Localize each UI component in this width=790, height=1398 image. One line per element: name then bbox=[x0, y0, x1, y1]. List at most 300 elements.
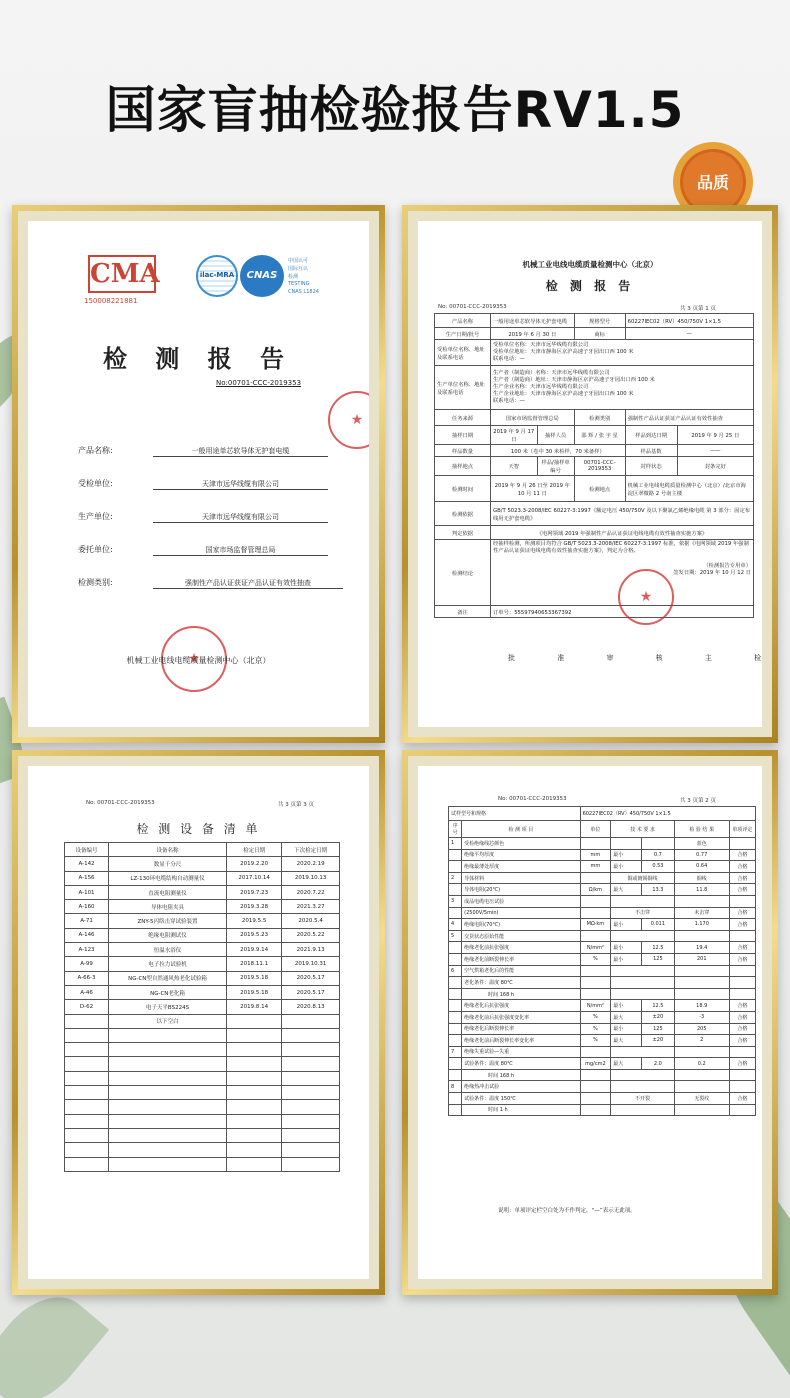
certificate-frame-report bbox=[402, 205, 778, 743]
cell: 以下空白 bbox=[109, 1014, 227, 1028]
cell bbox=[611, 1046, 675, 1058]
col-header: 设备名称 bbox=[109, 843, 227, 857]
cell bbox=[109, 1071, 227, 1085]
cell: 合格 bbox=[729, 849, 755, 861]
cell bbox=[449, 907, 462, 919]
cell: 邵 辉 / 张 字 星 bbox=[574, 426, 625, 445]
cell: 最小 bbox=[611, 1000, 642, 1012]
cell: 2019.5.23 bbox=[227, 928, 282, 942]
cell bbox=[109, 1043, 227, 1057]
cell: 产品名称 bbox=[435, 314, 491, 328]
cell: 2019 年 6 月 30 日 bbox=[491, 328, 575, 340]
cell: 合格 bbox=[729, 1000, 755, 1012]
cell bbox=[65, 1143, 109, 1157]
results-table bbox=[448, 806, 756, 1116]
cell: 检测类别 bbox=[574, 410, 625, 426]
cell bbox=[65, 1071, 109, 1085]
cell: A-99 bbox=[65, 957, 109, 971]
cell: 试验条件：温度 80℃ bbox=[462, 1058, 580, 1070]
cell bbox=[729, 988, 755, 1000]
cell: 铜或镀锡铜线 bbox=[611, 872, 675, 884]
cell: -3 bbox=[674, 1011, 729, 1023]
cell: 201 bbox=[674, 953, 729, 965]
cell: N/mm² bbox=[580, 942, 611, 954]
report-number: No:00701-CCC-2019353 bbox=[216, 379, 302, 387]
report-number: No: 00701-CCC-2019353 bbox=[438, 304, 507, 310]
cell: 2021.9.13 bbox=[282, 943, 340, 957]
cell: 数显千分尺 bbox=[109, 857, 227, 871]
cell bbox=[674, 1046, 729, 1058]
cell: 最小 bbox=[611, 1023, 642, 1035]
cell bbox=[65, 1114, 109, 1128]
red-seal-stamp bbox=[328, 391, 369, 449]
cell: ±20 bbox=[641, 1035, 674, 1047]
field-label-inspected-unit: 受检单位: bbox=[78, 479, 113, 488]
cell: 18.9 bbox=[674, 1000, 729, 1012]
cell bbox=[729, 977, 755, 989]
cell: 绝缘热冲击试验 bbox=[462, 1081, 580, 1093]
cell: 蓝色 bbox=[674, 838, 729, 850]
cell: 检测时间 bbox=[435, 476, 491, 502]
cell: 绝缘老化后抗张强度 bbox=[462, 1000, 580, 1012]
cell: 时间 1 h bbox=[462, 1104, 580, 1116]
cell bbox=[580, 1081, 611, 1093]
cell: Ω/km bbox=[580, 884, 611, 896]
cell: 导体材料 bbox=[462, 872, 580, 884]
cell: 2021.3.27 bbox=[282, 900, 340, 914]
cell: % bbox=[580, 1011, 611, 1023]
report-heading: 检 测 报 告 bbox=[545, 279, 635, 293]
cell bbox=[580, 930, 611, 942]
cell: 合格 bbox=[729, 1093, 755, 1105]
cell: 0.011 bbox=[641, 919, 674, 931]
cell: 合格 bbox=[729, 1011, 755, 1023]
line: 生产者（制造商）名称：天津市远华线缆有限公司 bbox=[493, 370, 610, 376]
cell bbox=[227, 1086, 282, 1100]
line: 生产企业名称：天津市远华线缆有限公司 bbox=[493, 384, 589, 390]
cnas-text: CNAS bbox=[246, 270, 278, 281]
cell bbox=[729, 1069, 755, 1081]
cell bbox=[449, 861, 462, 873]
cell: 2019.8.14 bbox=[227, 1000, 282, 1014]
cell bbox=[611, 930, 675, 942]
cell bbox=[449, 1104, 462, 1116]
cell bbox=[674, 965, 729, 977]
cell: 2019.7.23 bbox=[227, 885, 282, 899]
cell: % bbox=[580, 1023, 611, 1035]
cell bbox=[449, 988, 462, 1000]
cell: —— bbox=[677, 445, 753, 457]
cell bbox=[580, 1093, 611, 1105]
cell: 2019.10.31 bbox=[282, 957, 340, 971]
cell: 受检单位名称、地址及联系电话 bbox=[435, 340, 491, 366]
cell: 2020.2.19 bbox=[282, 857, 340, 871]
cell: 2020.5.4 bbox=[282, 914, 340, 928]
cell: 时间 168 h bbox=[462, 988, 580, 1000]
cell: 2019.5.5 bbox=[227, 914, 282, 928]
cell bbox=[227, 1028, 282, 1042]
cell: 抽样日期 bbox=[435, 426, 491, 445]
cell: 订单号：555979406533673​92 bbox=[491, 606, 754, 618]
cell: 商标 bbox=[574, 328, 625, 340]
cell bbox=[109, 1028, 227, 1042]
cell: 最大 bbox=[611, 1058, 642, 1070]
cell: NG-CN型自然通风热老化试验箱 bbox=[109, 971, 227, 985]
cell bbox=[611, 1081, 675, 1093]
field-value-category: 强制性产品认证获证产品认证有效性抽查 bbox=[153, 578, 343, 589]
cell: 12.5 bbox=[641, 1000, 674, 1012]
report-footer-org: 机械工业电线电缆质量检测中心（北京） bbox=[126, 656, 271, 665]
cell: 抽样人员 bbox=[537, 426, 574, 445]
cell: % bbox=[580, 1035, 611, 1047]
field-value-producer: 天津市远华线缆有限公司 bbox=[153, 512, 328, 523]
cell: ±20 bbox=[641, 1011, 674, 1023]
cell bbox=[449, 1000, 462, 1012]
cell bbox=[227, 1057, 282, 1071]
cell: — bbox=[625, 328, 753, 340]
line: 联系电话：— bbox=[493, 398, 525, 404]
cell bbox=[282, 1028, 340, 1042]
cell bbox=[282, 1128, 340, 1142]
cell bbox=[580, 977, 611, 989]
cell bbox=[729, 838, 755, 850]
cell: 规格型号 bbox=[574, 314, 625, 328]
cell: A-101 bbox=[65, 885, 109, 899]
cell: 125 bbox=[641, 953, 674, 965]
test-results-page bbox=[418, 766, 762, 1279]
cell bbox=[65, 1057, 109, 1071]
cell: 绝缘老化前后断裂伸长率变化率 bbox=[462, 1035, 580, 1047]
cell bbox=[611, 838, 642, 850]
equipment-heading: 检 测 设 备 清 单 bbox=[136, 822, 261, 836]
cell: 样品基数 bbox=[625, 445, 677, 457]
cell bbox=[109, 1057, 227, 1071]
cell bbox=[227, 1043, 282, 1057]
cell: 100 米（卷中 30 米检样，70 米备样） bbox=[491, 445, 626, 457]
cell: 封样状态 bbox=[625, 457, 677, 476]
cell: 未击穿 bbox=[674, 907, 729, 919]
cell bbox=[611, 1104, 675, 1116]
cell: 205 bbox=[674, 1023, 729, 1035]
cell: 直流电阻测量仪 bbox=[109, 885, 227, 899]
cell bbox=[580, 895, 611, 907]
cell bbox=[674, 930, 729, 942]
cell: 不击穿 bbox=[611, 907, 675, 919]
cnas-side-5: CNAS L1824 bbox=[288, 289, 319, 295]
cell bbox=[282, 1157, 340, 1171]
cell bbox=[227, 1100, 282, 1114]
cell: 《电网领域 2019 年强制性产品认证获证电线电缆有效性抽查实施方案》 bbox=[491, 526, 754, 540]
cell: 2019.2.20 bbox=[227, 857, 282, 871]
cell: 最小 bbox=[611, 953, 642, 965]
cell: 2020.8.13 bbox=[282, 1000, 340, 1014]
cell bbox=[449, 1023, 462, 1035]
cell bbox=[449, 1069, 462, 1081]
cell bbox=[109, 1157, 227, 1171]
cell bbox=[65, 1100, 109, 1114]
cell: 电子天平BS224S bbox=[109, 1000, 227, 1014]
cell: 绝缘平均厚度 bbox=[462, 849, 580, 861]
cell bbox=[729, 1081, 755, 1093]
cell: 抽样地点 bbox=[435, 457, 491, 476]
red-seal-stamp bbox=[618, 569, 674, 625]
cell bbox=[449, 977, 462, 989]
cell: 1 bbox=[449, 838, 462, 850]
cell: 生产日期/批号 bbox=[435, 328, 491, 340]
cell: 0.7 bbox=[641, 849, 674, 861]
cell bbox=[449, 1011, 462, 1023]
cell: 2 bbox=[449, 872, 462, 884]
cell bbox=[729, 930, 755, 942]
cell: mg/cm2 bbox=[580, 1058, 611, 1070]
page-indicator: 共 3 页第 3 页 bbox=[278, 802, 314, 808]
cell: A-66-3 bbox=[65, 971, 109, 985]
cell: 合格 bbox=[729, 1035, 755, 1047]
cell bbox=[674, 988, 729, 1000]
cell bbox=[282, 1086, 340, 1100]
cell: 空气烘箱老化后的性能 bbox=[462, 965, 580, 977]
cell bbox=[282, 1014, 340, 1028]
col-header: 序号 bbox=[449, 821, 462, 838]
col-header: 设备编号 bbox=[65, 843, 109, 857]
ilac-mra-text: ilac-MRA bbox=[199, 271, 235, 279]
cell bbox=[449, 942, 462, 954]
cell: 恒温水浴仪 bbox=[109, 943, 227, 957]
page-indicator: 共 3 页第 1 页 bbox=[680, 306, 716, 312]
cell: 成品电缆电压试验 bbox=[462, 895, 580, 907]
cell-multiline bbox=[491, 366, 754, 410]
cell bbox=[227, 1114, 282, 1128]
cell: 2019 年 9 月 17 日 bbox=[491, 426, 538, 445]
cell: 天智 bbox=[491, 457, 538, 476]
cell bbox=[65, 1014, 109, 1028]
cell: 绝缘失重试验—失重 bbox=[462, 1046, 580, 1058]
cell: (2500V/5min) bbox=[462, 907, 580, 919]
cell bbox=[227, 1071, 282, 1085]
cell: 6 bbox=[449, 965, 462, 977]
cell: 绝缘老化前后抗张强度变化率 bbox=[462, 1011, 580, 1023]
cell: 时间 168 h bbox=[462, 1069, 580, 1081]
cell: % bbox=[580, 953, 611, 965]
cell bbox=[282, 1100, 340, 1114]
page-indicator: 共 3 页第 2 页 bbox=[680, 798, 716, 804]
cma-logo: CMA bbox=[88, 255, 156, 293]
cell: 7 bbox=[449, 1046, 462, 1058]
col-header: 检定日期 bbox=[227, 843, 282, 857]
field-value-inspected-unit: 天津市远华线缆有限公司 bbox=[153, 479, 328, 490]
cell bbox=[729, 1104, 755, 1116]
cell: 最小 bbox=[611, 861, 642, 873]
cnas-side-4: TESTING bbox=[288, 281, 310, 287]
cell bbox=[580, 1046, 611, 1058]
cell: 导体电阻(20℃) bbox=[462, 884, 580, 896]
col-header: 单位 bbox=[580, 821, 611, 838]
cell bbox=[65, 1157, 109, 1171]
cell bbox=[580, 1104, 611, 1116]
cell bbox=[65, 1086, 109, 1100]
cell: 试样型号和规格 bbox=[449, 807, 581, 821]
field-label-product: 产品名称: bbox=[78, 446, 113, 455]
cell: 检测依据 bbox=[435, 502, 491, 526]
cell: 合格 bbox=[729, 1023, 755, 1035]
cell: 12.5 bbox=[641, 942, 674, 954]
cell: 最小 bbox=[611, 942, 642, 954]
cell: 125 bbox=[641, 1023, 674, 1035]
cell: 11.8 bbox=[674, 884, 729, 896]
cell: 交货状态原始性能 bbox=[462, 930, 580, 942]
cell: 样品数量 bbox=[435, 445, 491, 457]
cell: 最大 bbox=[611, 884, 642, 896]
field-label-producer: 生产单位: bbox=[78, 512, 113, 521]
line: 受检单位地址：天津市静海区京沪高速子牙园出口西 100 米 bbox=[493, 349, 634, 355]
cell: 00701-CCC-2019353 bbox=[574, 457, 625, 476]
report-cover-page bbox=[28, 221, 369, 727]
cell: A-46 bbox=[65, 985, 109, 999]
cell: 60227IEC02（RV）450/750V 1×1.5 bbox=[580, 807, 755, 821]
cell bbox=[580, 988, 611, 1000]
col-header: 单项评定 bbox=[729, 821, 755, 838]
cell: 2017.10.14 bbox=[227, 871, 282, 885]
cell bbox=[227, 1143, 282, 1157]
cell: 电子拉力试验机 bbox=[109, 957, 227, 971]
report-heading: 检 测 报 告 bbox=[102, 344, 295, 373]
certificate-frame-results bbox=[402, 750, 778, 1295]
cnas-side-3: 检测 bbox=[288, 274, 299, 280]
cell: 导体电阻夹具 bbox=[109, 900, 227, 914]
cell: 2.0 bbox=[641, 1058, 674, 1070]
col-header: 检 测 项 目 bbox=[462, 821, 580, 838]
cell bbox=[109, 1143, 227, 1157]
cell bbox=[227, 1128, 282, 1142]
cell: A-146 bbox=[65, 928, 109, 942]
cell: 老化条件：温度 80℃ bbox=[462, 977, 580, 989]
cell: 合格 bbox=[729, 953, 755, 965]
cell: 3 bbox=[449, 895, 462, 907]
line: 生产者（制造商）地址：天津市静海区京沪高速子牙园出口西 100 米 bbox=[493, 377, 655, 383]
cell: 合格 bbox=[729, 942, 755, 954]
cell bbox=[580, 838, 611, 850]
signature-line: 批 准 审 核 主 检 bbox=[508, 654, 762, 662]
cell: 合格 bbox=[729, 872, 755, 884]
cell: A-71 bbox=[65, 914, 109, 928]
cell: 2019.3.28 bbox=[227, 900, 282, 914]
cell: 绝缘电阻测试仪 bbox=[109, 928, 227, 942]
cell: 合格 bbox=[729, 861, 755, 873]
cell bbox=[449, 849, 462, 861]
cell: 2019.5.18 bbox=[227, 971, 282, 985]
report-table bbox=[434, 313, 754, 618]
cell bbox=[729, 1046, 755, 1058]
line: 签发日期：2019 年 10 月 12 日 bbox=[673, 570, 751, 576]
cell bbox=[580, 1069, 611, 1081]
cell: 最大 bbox=[611, 1035, 642, 1047]
line: 生产企业地址：天津市静海区京沪高速子牙园出口西 100 米 bbox=[493, 391, 634, 397]
cell bbox=[729, 895, 755, 907]
cell-multiline bbox=[491, 340, 754, 366]
cell bbox=[449, 953, 462, 965]
line: 联系电话：— bbox=[493, 356, 525, 362]
equipment-table bbox=[64, 842, 340, 1172]
field-value-client: 国家市场监督管理总局 bbox=[153, 545, 328, 556]
cell bbox=[674, 1069, 729, 1081]
cell bbox=[65, 1043, 109, 1057]
cell bbox=[674, 977, 729, 989]
cell: 绝缘老化前抗张强度 bbox=[462, 942, 580, 954]
cell: N/mm² bbox=[580, 1000, 611, 1012]
line: 受检单位名称：天津市远华线缆有限公司 bbox=[493, 342, 589, 348]
cell: 无裂纹 bbox=[674, 1093, 729, 1105]
cell: 生产单位名称、地址及联系电话 bbox=[435, 366, 491, 410]
cell: 0.2 bbox=[674, 1058, 729, 1070]
cell: 2020.5.17 bbox=[282, 971, 340, 985]
col-header: 下次检定日期 bbox=[282, 843, 340, 857]
cell: 检测地点 bbox=[574, 476, 625, 502]
cell: 2 bbox=[674, 1035, 729, 1047]
cell: 0.53 bbox=[641, 861, 674, 873]
cell: 2018.11.1 bbox=[227, 957, 282, 971]
cnas-side-2: 国际互认 bbox=[288, 266, 309, 272]
cell: 合格 bbox=[729, 1058, 755, 1070]
cell: 4 bbox=[449, 919, 462, 931]
cell: 强制性产品认证获证产品认证有效性抽查 bbox=[625, 410, 753, 426]
cell bbox=[227, 1157, 282, 1171]
cell: 绝缘电阻(70℃) bbox=[462, 919, 580, 931]
cell bbox=[641, 838, 674, 850]
cell bbox=[611, 965, 675, 977]
results-note: 说明：单项评定栏空白处为不作判定，“—”表示无此项。 bbox=[498, 1208, 636, 1214]
cell: 2020.5.22 bbox=[282, 928, 340, 942]
cell: 判定依据 bbox=[435, 526, 491, 540]
cell: 19.4 bbox=[674, 942, 729, 954]
cell: 样品到达日期 bbox=[625, 426, 677, 445]
cell bbox=[674, 1104, 729, 1116]
cell bbox=[611, 1069, 675, 1081]
cell bbox=[227, 1014, 282, 1028]
report-number: No: 00701-CCC-2019353 bbox=[86, 800, 155, 806]
cell: 绝缘老化后断裂伸长率 bbox=[462, 1023, 580, 1035]
col-header: 技 术 要 求 bbox=[611, 821, 675, 838]
cell: 0.64 bbox=[674, 861, 729, 873]
report-number: No: 00701-CCC-2019353 bbox=[498, 796, 567, 802]
cell bbox=[449, 1035, 462, 1047]
cell bbox=[282, 1071, 340, 1085]
cell bbox=[580, 907, 611, 919]
cell: GB/T 5023.3-2008/IEC 60227-3:1997《额定电压 450/750V 及以下聚氯乙烯绝缘电缆 第 3 部分：固定布线用无护套电缆》 bbox=[491, 502, 754, 526]
cell bbox=[674, 895, 729, 907]
cell: 铜线 bbox=[674, 872, 729, 884]
cell: 封条完好 bbox=[677, 457, 753, 476]
field-value-product: 一般用途单芯软导体无护套电缆 bbox=[153, 446, 328, 457]
cell: 绝缘老化前断裂伸长率 bbox=[462, 953, 580, 965]
cell: 受检绝缘线芯颜色 bbox=[462, 838, 580, 850]
cell: 13.3 bbox=[641, 884, 674, 896]
cell bbox=[611, 977, 675, 989]
line: （检测报告专用章） bbox=[703, 563, 751, 569]
cell: 一般用途单芯软导体无护套电缆 bbox=[491, 314, 575, 328]
cell bbox=[282, 1114, 340, 1128]
cell: A-123 bbox=[65, 943, 109, 957]
cell bbox=[109, 1086, 227, 1100]
cell bbox=[611, 895, 675, 907]
cell: 2019.10.13 bbox=[282, 871, 340, 885]
line: 经抽样检测，所测项目均符合 GB/T 5023.3-2008/IEC 60227-3:1997 标准，依据《电网领域 2019 年强制性产品认证获证电线电缆有效性抽查实施方案》，判定为合格。 bbox=[493, 541, 749, 554]
cell: 1.170 bbox=[674, 919, 729, 931]
cell: 合格 bbox=[729, 907, 755, 919]
cell: 2019 年 9 月 26 日至 2019 年 10 月 11 日 bbox=[491, 476, 575, 502]
cell bbox=[65, 1028, 109, 1042]
certificate-frame-cover bbox=[12, 205, 385, 743]
cell: 8 bbox=[449, 1081, 462, 1093]
